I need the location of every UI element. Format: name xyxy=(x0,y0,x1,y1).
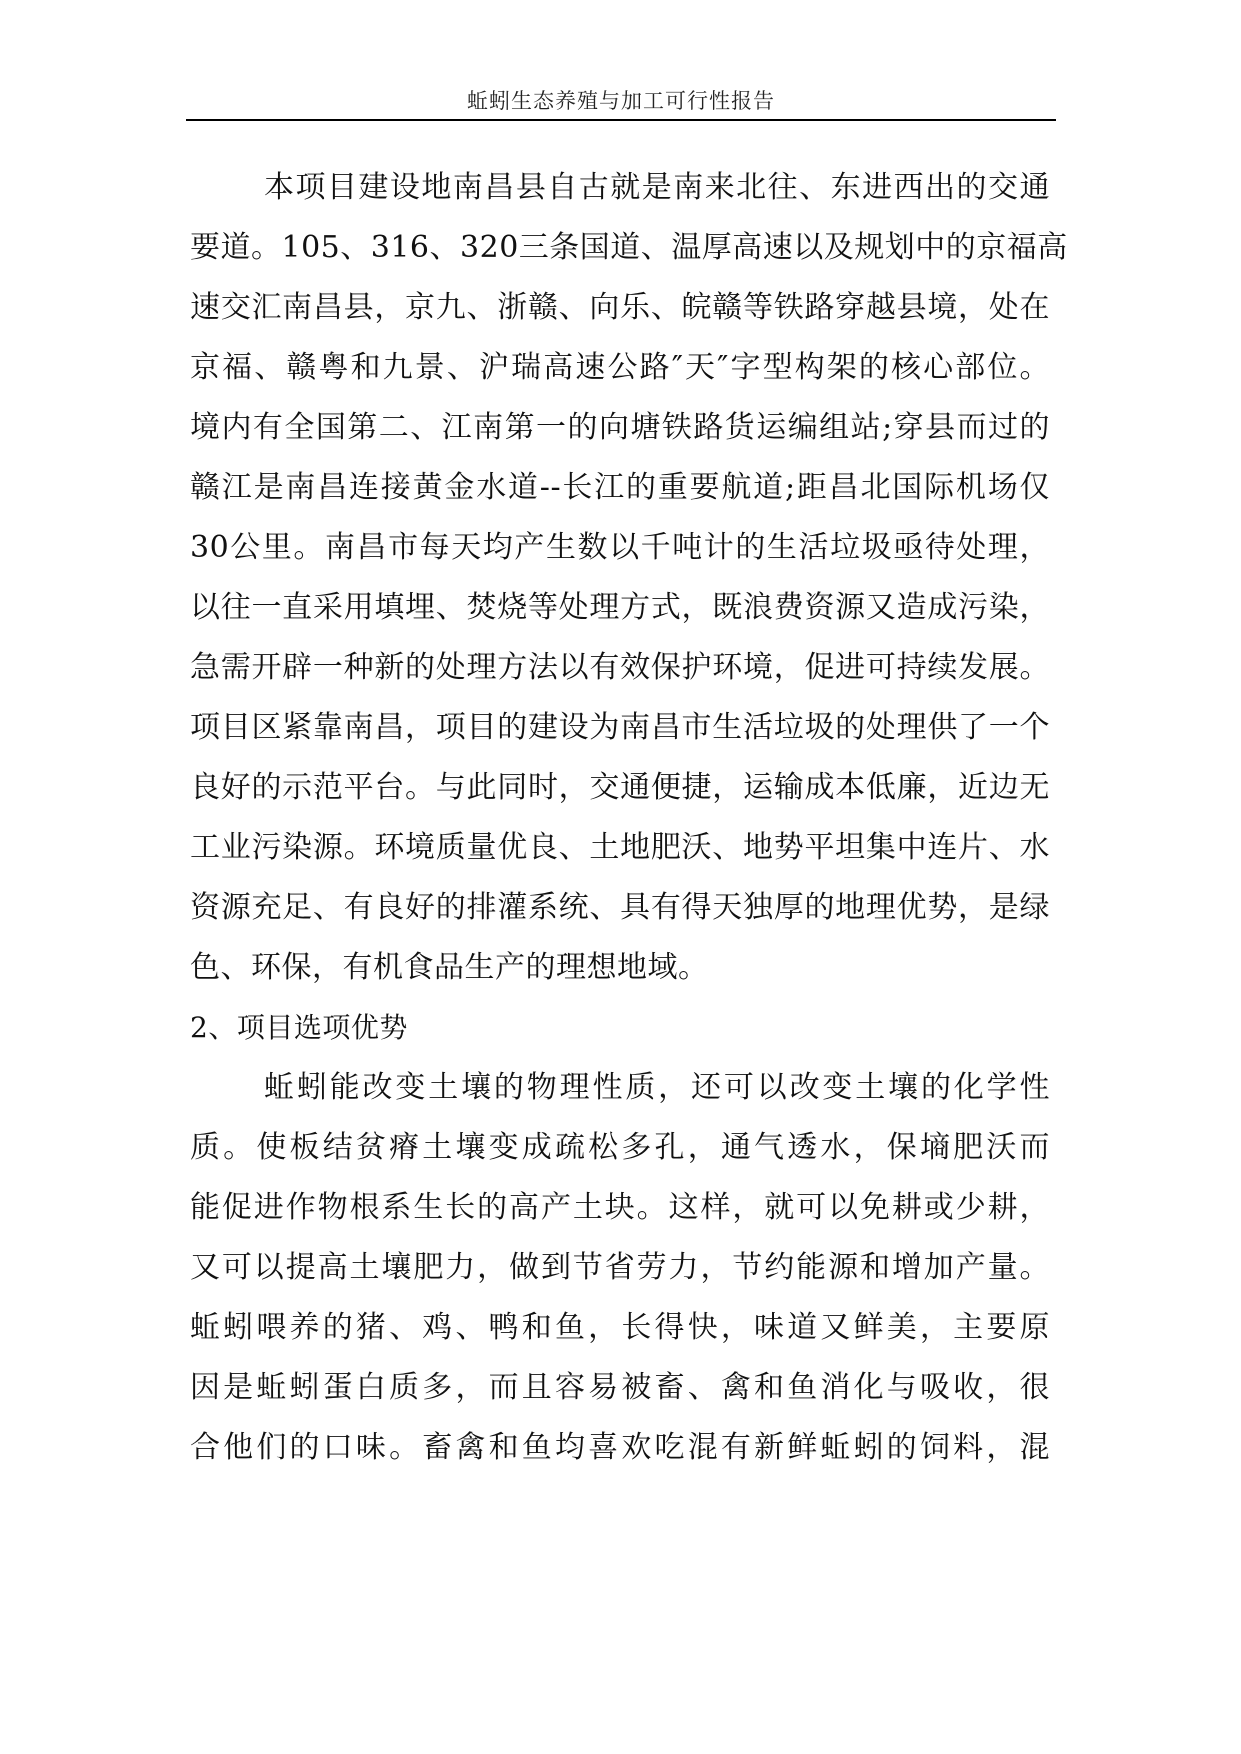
paragraph-line: 速交汇南昌县，京九、浙赣、向乐、皖赣等铁路穿越县境，处在 xyxy=(190,290,1050,325)
paragraph-line: 要道。105、316、320三条国道、温厚高速以及规划中的京福高 xyxy=(190,230,1068,265)
paragraph-line: 本项目建设地南昌县自古就是南来北往、东进西出的交通 xyxy=(264,170,1050,205)
paragraph-line: 蚯蚓喂养的猪、鸡、鸭和鱼，长得快，味道又鲜美，主要原 xyxy=(190,1310,1050,1345)
paragraph-line: 因是蚯蚓蛋白质多，而且容易被畜、禽和鱼消化与吸收，很 xyxy=(190,1370,1050,1405)
paragraph-line: 质。使板结贫瘠土壤变成疏松多孔，通气透水，保墒肥沃而 xyxy=(190,1130,1050,1165)
body-text xyxy=(190,158,1068,1478)
paragraph-line: 项目区紧靠南昌，项目的建设为南昌市生活垃圾的处理供了一个 xyxy=(190,710,1050,745)
running-header: 蚯蚓生态养殖与加工可行性报告 xyxy=(467,89,775,113)
paragraph-line: 京福、赣粤和九景、沪瑞高速公路″天″字型构架的核心部位。 xyxy=(190,350,1050,385)
paragraph-line: 赣江是南昌连接黄金水道--长江的重要航道;距昌北国际机场仅 xyxy=(190,470,1050,505)
paragraph-line: 能促进作物根系生长的高产土块。这样，就可以免耕或少耕， xyxy=(190,1190,1050,1225)
paragraph-line: 资源充足、有良好的排灌系统、具有得天独厚的地理优势，是绿 xyxy=(190,890,1050,925)
section-heading: 2、项目选项优势 xyxy=(190,1011,408,1044)
paragraph-line: 合他们的口味。畜禽和鱼均喜欢吃混有新鲜蚯蚓的饲料，混 xyxy=(190,1430,1050,1465)
header-rule xyxy=(186,119,1056,121)
paragraph-line: 以往一直采用填埋、焚烧等处理方式，既浪费资源又造成污染， xyxy=(190,590,1050,625)
paragraph-line: 30公里。南昌市每天均产生数以千吨计的生活垃圾亟待处理， xyxy=(190,530,1050,565)
paragraph-line: 工业污染源。环境质量优良、土地肥沃、地势平坦集中连片、水 xyxy=(190,830,1050,865)
paragraph-line: 境内有全国第二、江南第一的向塘铁路货运编组站;穿县而过的 xyxy=(190,410,1050,445)
paragraph-line: 急需开辟一种新的处理方法以有效保护环境，促进可持续发展。 xyxy=(190,650,1050,685)
paragraph-line: 良好的示范平台。与此同时，交通便捷，运输成本低廉，近边无 xyxy=(190,770,1050,805)
paragraph-line: 色、环保，有机食品生产的理想地域。 xyxy=(190,950,709,985)
paragraph-line: 又可以提高土壤肥力，做到节省劳力，节约能源和增加产量。 xyxy=(190,1250,1050,1285)
paragraph-line: 蚯蚓能改变土壤的物理性质，还可以改变土壤的化学性 xyxy=(264,1070,1050,1105)
